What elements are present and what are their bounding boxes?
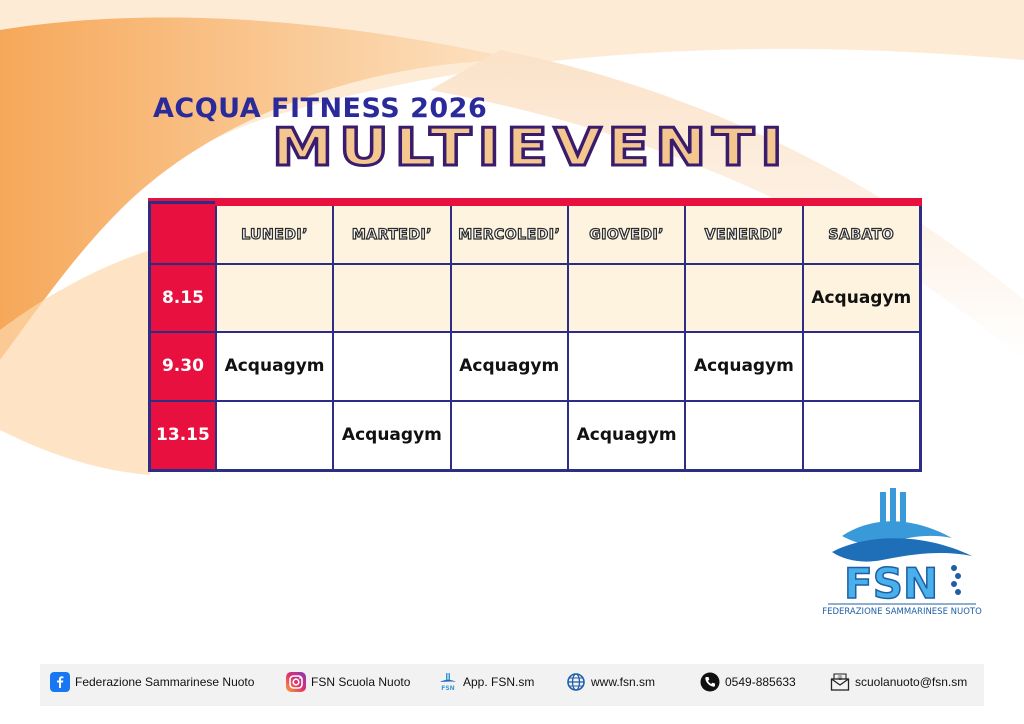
footer-website-text: www.fsn.sm <box>591 675 656 689</box>
svg-text:@: @ <box>837 675 843 681</box>
footer-email-text: scuolanuoto@fsn.sm <box>855 675 968 689</box>
schedule-cell <box>685 264 802 332</box>
schedule-cell <box>216 401 333 471</box>
schedule-cell <box>216 264 333 332</box>
time-slot: 8.15 <box>150 264 216 332</box>
schedule-cell <box>333 332 450 400</box>
table-row <box>150 264 921 332</box>
schedule-cell: Acquagym <box>216 332 333 400</box>
day-header-lunedi: LUNEDI’ <box>216 202 333 264</box>
day-header-venerdi: VENERDI’ <box>685 202 802 264</box>
instagram-icon <box>286 672 306 692</box>
schedule-cell: Acquagym <box>451 332 568 400</box>
fsn-logo <box>822 486 982 618</box>
facebook-icon <box>50 672 70 692</box>
table-corner <box>150 202 216 264</box>
logo-subtitle: FEDERAZIONE SAMMARINESE NUOTO <box>822 607 982 617</box>
schedule-cell <box>451 264 568 332</box>
table-row <box>150 332 921 400</box>
schedule-cell <box>803 332 921 400</box>
footer-email[interactable] <box>830 672 967 692</box>
schedule-cell <box>803 401 921 471</box>
day-header-martedi: MARTEDI’ <box>333 202 450 264</box>
globe-icon <box>566 672 586 692</box>
fsn-app-icon <box>438 672 458 692</box>
footer-app[interactable] <box>438 672 534 692</box>
footer-phone[interactable] <box>700 672 796 692</box>
schedule-cell <box>333 264 450 332</box>
footer-facebook[interactable] <box>50 672 254 692</box>
title-multieventi: MULTIEVENTI <box>272 118 789 178</box>
footer-contact-bar <box>40 664 984 706</box>
svg-text:FSN: FSN <box>441 685 455 692</box>
title-acqua-fitness: ACQUA FITNESS 2026 <box>153 93 488 124</box>
schedule-cell <box>685 401 802 471</box>
footer-instagram[interactable] <box>286 672 410 692</box>
footer-phone-text: 0549-885633 <box>725 675 796 689</box>
footer-app-text: App. FSN.sm <box>463 675 535 689</box>
day-header-mercoledi: MERCOLEDI’ <box>451 202 568 264</box>
table-header-row <box>150 202 921 264</box>
footer-instagram-text: FSN Scuola Nuoto <box>311 675 411 689</box>
table-row <box>150 401 921 471</box>
day-header-giovedi: GIOVEDI’ <box>568 202 685 264</box>
schedule-cell <box>568 332 685 400</box>
footer-facebook-text: Federazione Sammarinese Nuoto <box>75 675 255 689</box>
schedule-cell: Acquagym <box>568 401 685 471</box>
logo-text: FSN <box>844 559 939 608</box>
time-slot: 9.30 <box>150 332 216 400</box>
schedule-cell <box>568 264 685 332</box>
phone-icon <box>700 672 720 692</box>
footer-website[interactable] <box>566 672 655 692</box>
email-icon <box>830 672 850 692</box>
schedule-table <box>148 198 922 472</box>
schedule-cell: Acquagym <box>803 264 921 332</box>
schedule-cell <box>451 401 568 471</box>
schedule-cell: Acquagym <box>333 401 450 471</box>
day-header-sabato: SABATO <box>803 202 921 264</box>
schedule-cell: Acquagym <box>685 332 802 400</box>
time-slot: 13.15 <box>150 401 216 471</box>
